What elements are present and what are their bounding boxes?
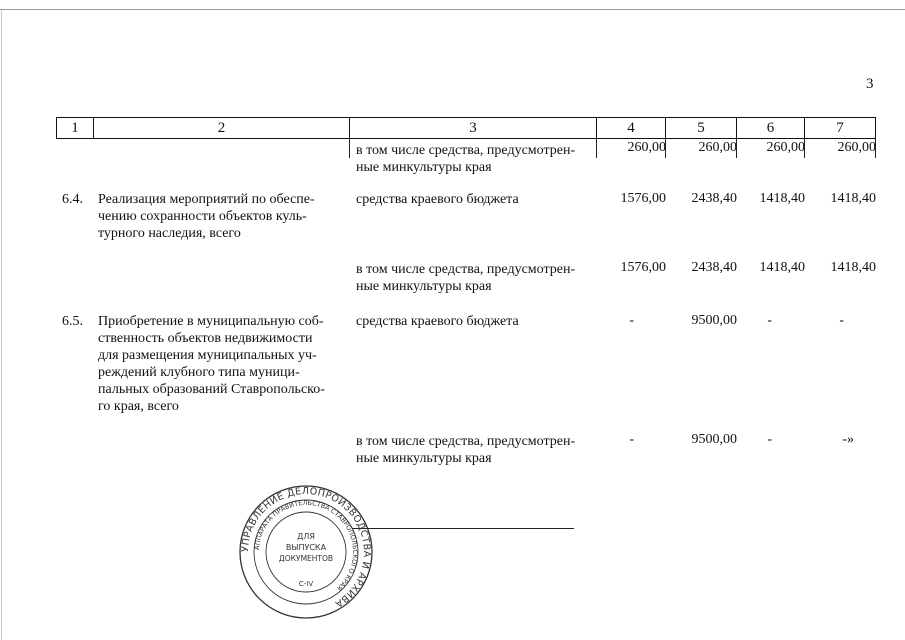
value-col-7: 260,00 — [837, 140, 876, 155]
page-number: 3 — [866, 76, 874, 92]
stamp-center-line-1: ДЛЯ — [297, 532, 315, 541]
scan-edge-top — [0, 9, 905, 10]
value-col-5: 260,00 — [698, 140, 737, 155]
value-col-4: 260,00 — [627, 140, 666, 155]
stamp-inner-text: АППАРАТА ПРАВИТЕЛЬСТВА СТАВРОПОЛЬСКОГО КРАЯ — [253, 498, 360, 593]
value-col-5: 2438,40 — [691, 260, 737, 275]
value-col-4: 1576,00 — [620, 260, 666, 275]
header-col-3: 3 — [349, 117, 597, 139]
funding-source: средства краевого бюджета — [356, 314, 519, 329]
stamp-center-line-2: ВЫПУСКА — [285, 543, 327, 552]
value-col-5: 9500,00 — [691, 313, 737, 328]
header-col-6: 6 — [736, 117, 805, 139]
signature-line — [352, 528, 574, 529]
stamp-bottom-code: С-IV — [298, 580, 314, 588]
row-number: 6.5. — [62, 314, 83, 329]
value-col-6: 260,00 — [766, 140, 805, 155]
header-col-2: 2 — [93, 117, 350, 139]
value-col-7: 1418,40 — [830, 260, 876, 275]
value-col-5: 9500,00 — [691, 432, 737, 447]
stamp-center-line-3: ДОКУМЕНТОВ — [278, 554, 334, 563]
value-col-4: - — [629, 432, 634, 447]
funding-source: в том числе средства, предусмотрен- ные минкультуры края — [356, 262, 576, 294]
value-col-7: - — [839, 313, 844, 328]
value-col-7: -» — [842, 432, 854, 447]
stamp-outer-text: УПРАВЛЕНИЕ ДЕЛОПРОИЗВОДСТВА И АРХИВА — [239, 485, 373, 610]
funding-source: в том числе средства, предусмотрен- ные минкультуры края — [356, 434, 576, 466]
value-col-6: - — [767, 432, 772, 447]
header-col-1: 1 — [56, 117, 94, 139]
column-border — [349, 138, 350, 158]
value-col-4: - — [629, 313, 634, 328]
official-stamp — [238, 484, 374, 620]
header-col-5: 5 — [665, 117, 737, 139]
value-col-7: 1418,40 — [830, 191, 876, 206]
scan-edge-left — [1, 10, 2, 640]
funding-source: средства краевого бюджета — [356, 192, 519, 207]
value-col-6: 1418,40 — [759, 191, 805, 206]
value-col-6: - — [767, 313, 772, 328]
header-col-4: 4 — [596, 117, 666, 139]
row-number: 6.4. — [62, 192, 83, 207]
header-col-7: 7 — [804, 117, 876, 139]
funding-source: в том числе средства, предусмотрен- ные минкультуры края — [356, 143, 576, 175]
value-col-4: 1576,00 — [620, 191, 666, 206]
value-col-5: 2438,40 — [691, 191, 737, 206]
value-col-6: 1418,40 — [759, 260, 805, 275]
measure-description: Приобретение в муниципальную соб- ственность объектов недвижимости для размещения муниципальных уч- реждений клубного типа муници- пальных образований Ставропольско- го края, всего — [98, 314, 325, 414]
measure-description: Реализация мероприятий по обеспе- чению сохранности объектов куль- турного наследия, всего — [98, 192, 315, 241]
